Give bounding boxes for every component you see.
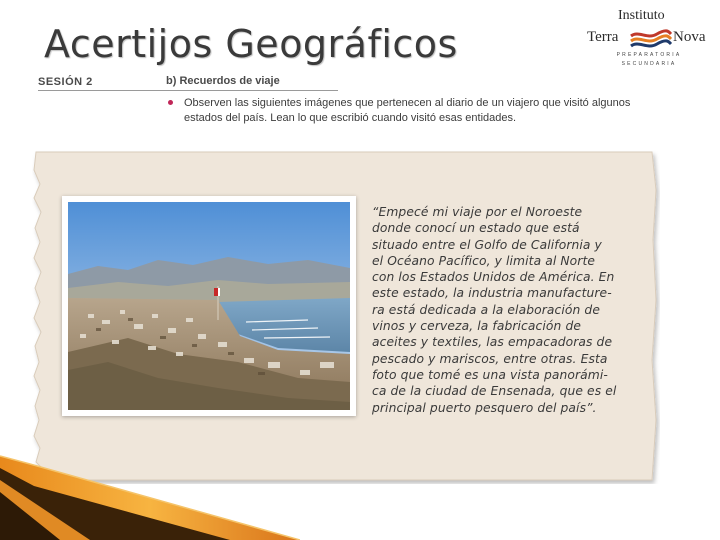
quote-line: situado entre el Golfo de California y xyxy=(372,237,602,252)
quote-line: ca de la ciudad de Ensenada, que es el xyxy=(372,384,617,399)
bullet-icon xyxy=(168,100,173,105)
quote-line: “Empecé mi viaje por el Noroeste xyxy=(372,205,583,219)
session-label: SESIÓN 2 xyxy=(38,76,93,88)
logo-terra-text: Terra xyxy=(587,29,619,45)
quote-line: ra está dedicada a la elaboración de xyxy=(372,302,600,317)
folder-decoration xyxy=(0,446,300,540)
instruction-text: Observen las siguientes imágenes que pertenecen al diario de un viajero que visitó algunos estados del país. Lean lo que escribió cuando visitó esas entidades. xyxy=(184,97,631,124)
logo-preparatoria: PREPARATORIA xyxy=(616,52,682,58)
logo-secundaria: SECUNDARIA xyxy=(621,61,677,67)
quote-line: principal puerto pesquero del país”. xyxy=(372,400,597,415)
travel-quote xyxy=(372,204,644,416)
logo-nova-text: Nova xyxy=(673,29,706,45)
quote-line: este estado, la industria manufacture- xyxy=(372,286,612,301)
logo-institute-text: Instituto xyxy=(618,8,665,23)
city-panorama-image xyxy=(68,202,350,410)
document-header xyxy=(38,76,698,90)
quote-line: donde conocí un estado que está xyxy=(372,221,580,236)
slide-title: Acertijos Geográficos xyxy=(44,22,458,66)
quote-line: aceites y textiles, las empacadoras de xyxy=(372,335,613,350)
header-rule xyxy=(38,90,338,91)
subsection-title: b) Recuerdos de viaje xyxy=(166,75,280,87)
quote-line: foto que tomé es una vista panorámi- xyxy=(372,367,608,382)
quote-line: el Océano Pacífico, y limita al Norte xyxy=(372,253,596,268)
logo-waves-icon xyxy=(629,28,673,50)
quote-line: pescado y mariscos, entre otras. Esta xyxy=(372,351,608,366)
quote-line: vinos y cerveza, la fabricación de xyxy=(372,319,582,334)
quote-line: con los Estados Unidos de América. En xyxy=(372,270,615,285)
institute-logo xyxy=(585,8,715,70)
ensenada-photo xyxy=(62,196,356,416)
